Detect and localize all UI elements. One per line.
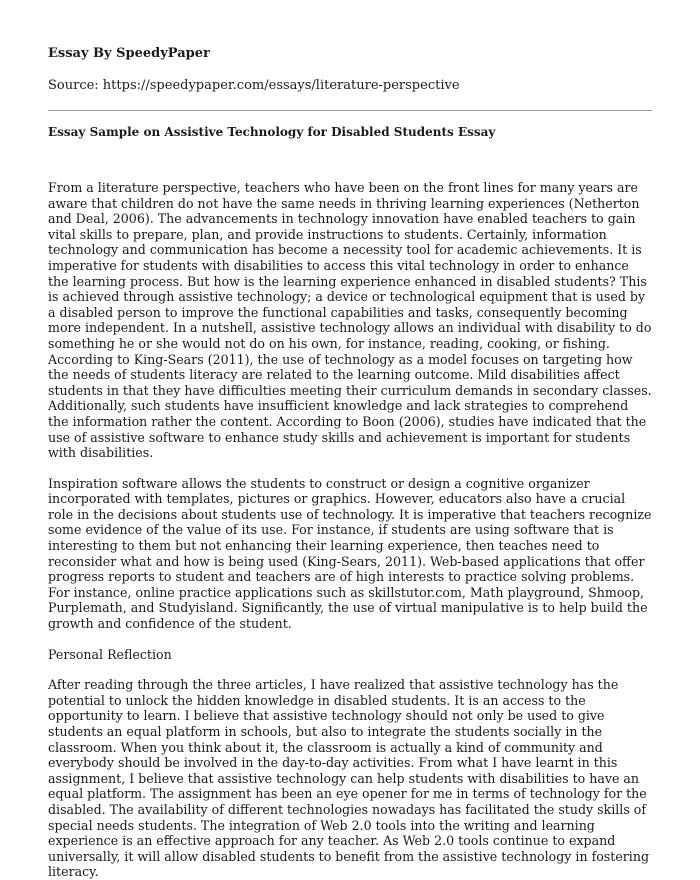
body-paragraph-2: Inspiration software allows the students to construct or design a cognitive organizer incorporated with templates, pictures or graphics. However, educators also have a crucial role in the decisions about students use of technology. It is imperative that teachers recognize some evidence of the value of its use. For instance, if students are using software that is interesting to them but not enhancing their learning experience, then teaches need to reconsider what and how is being used (King-Sears, 2011). Web-based applications that offer progress reports to student and teachers are of high interests to practice solving problems. For instance, online practice applications such as skillstutor.com, Math playground, Shmoop, Purplemath, and Studyisland. Significantly, the use of virtual manipulative is to help build the growth and confidence of the student. [48, 475, 652, 632]
source-line: Source: https://speedypaper.com/essays/literature-perspective [48, 78, 460, 93]
publisher-title: Essay By SpeedyPaper [48, 46, 210, 61]
body-paragraph-1: From a literature perspective, teachers who have been on the front lines for many years are aware that children do not have the same needs in thriving learning experiences (Netherton and Deal, 2006). The advancements in technology innovation have enabled teachers to gain vital skills to prepare, plan, and provide instructions to students. Certainly, information technology and communication has become a necessity tool for academic achievements. It is imperative for students with disabilities to access this vital technology in order to enhance the learning process. But how is the learning experience enhanced in disabled students? This is achieved through assistive technology; a device or technological equipment that is used by a disabled person to improve the functional capabilities and tasks, consequently becoming more independent. In a nutshell, assistive technology allows an individual with disability to do something he or she would not do on his own, for instance, reading, cooking, or fishing. According to King-Sears (2011), the use of technology as a model focuses on targeting how the needs of students literacy are related to the learning outcome. Mild disabilities affect students in that they have difficulties meeting their curriculum demands in secondary classes. Additionally, such students have insufficient knowledge and lack strategies to comprehend the information rather the content. According to Boon (2006), studies have indicated that the use of assistive software to enhance study skills and achievement is important for students with disabilities. [48, 180, 652, 461]
essay-body [48, 180, 652, 880]
header-divider [48, 110, 652, 111]
essay-title: Essay Sample on Assistive Technology for Disabled Students Essay [48, 125, 496, 139]
section-heading: Personal Reflection [48, 646, 172, 662]
reflection-paragraph: After reading through the three articles, I have realized that assistive technology has the potential to unlock the hidden knowledge in disabled students. It is an access to the opportunity to learn. I believe that assistive technology should not only be used to give students an equal platform in schools, but also to integrate the students socially in the classroom. When you think about it, the classroom is actually a kind of community and everybody should be involved in the day-to-day activities. From what I have learnt in this assignment, I believe that assistive technology can help students with disabilities to have an equal platform. The assignment has been an eye opener for me in terms of technology for the disabled. The availability of different technologies nowadays has facilitated the study skills of special needs students. The integration of Web 2.0 tools into the writing and learning experience is an effective approach for any teacher. As Web 2.0 tools continue to expand universally, it will allow disabled students to benefit from the assistive technology in fostering literacy. [48, 677, 650, 880]
